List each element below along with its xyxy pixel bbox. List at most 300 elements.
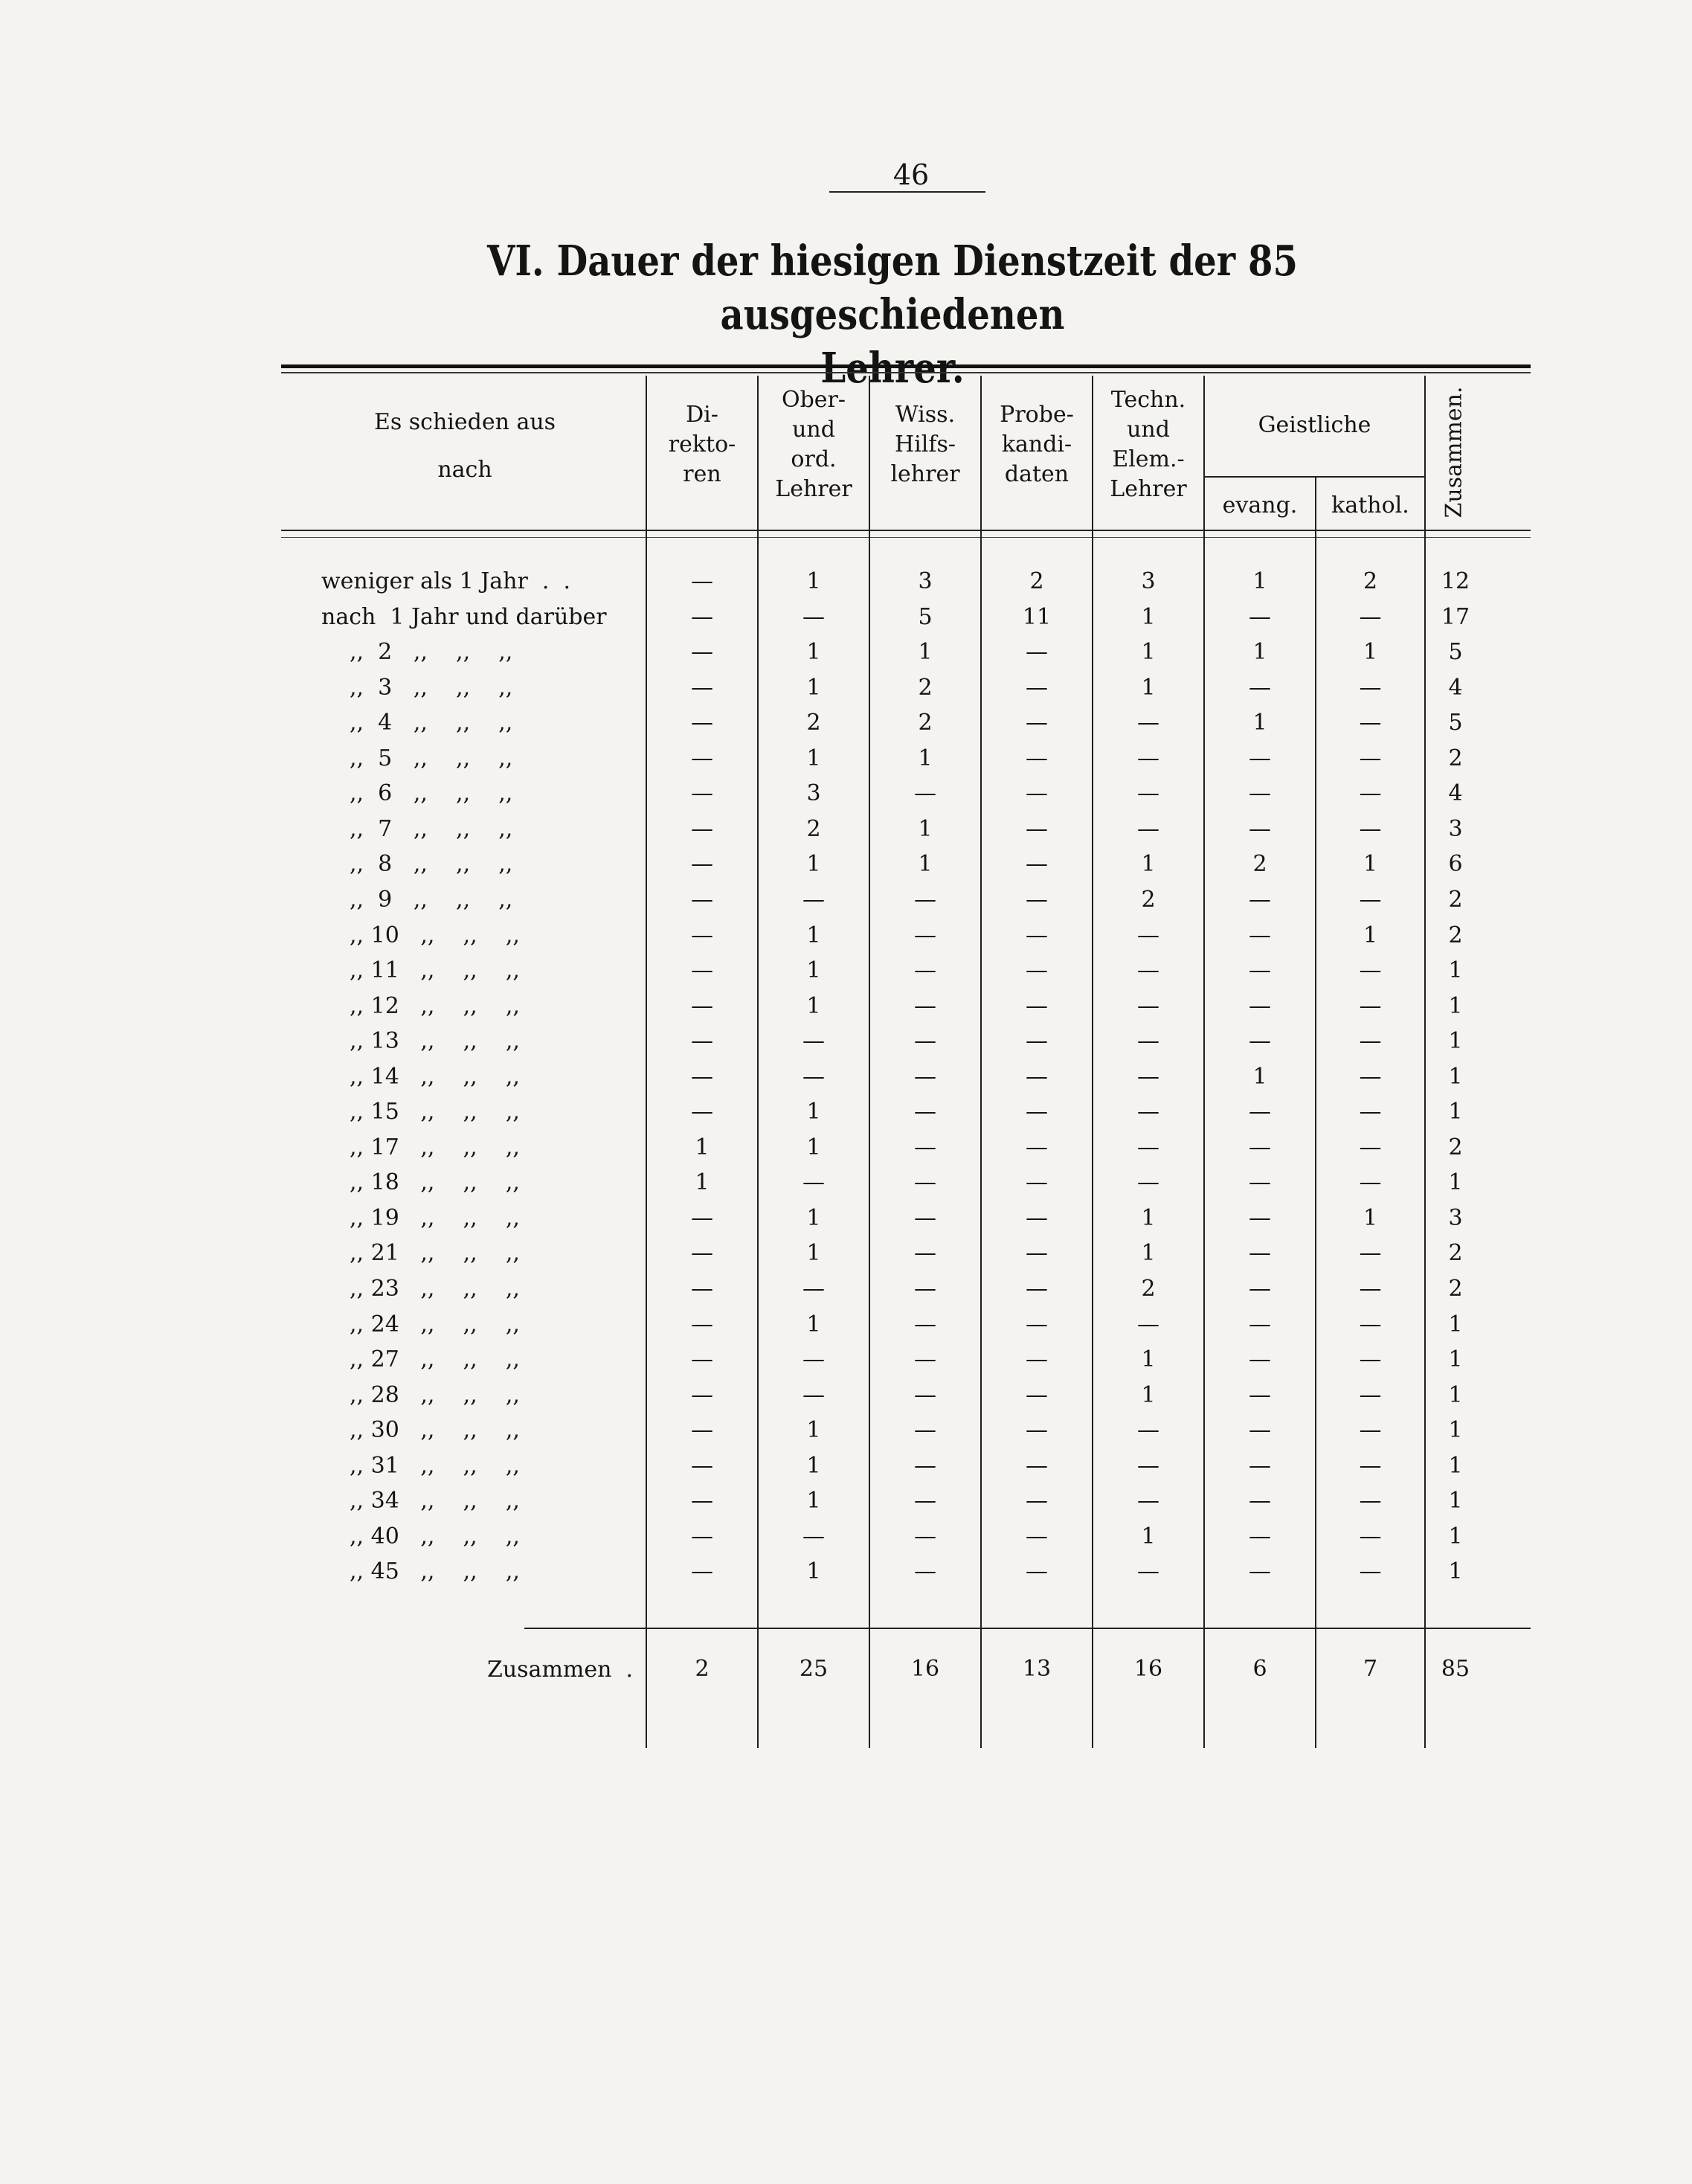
table-cell: 2 bbox=[1448, 1134, 1463, 1160]
header-row-label-line-2: nach bbox=[437, 457, 492, 483]
table-cell: — bbox=[914, 992, 936, 1019]
table-cell: 1 bbox=[1252, 1063, 1267, 1090]
table-cell: 5 bbox=[1448, 639, 1463, 666]
table-cell: — bbox=[1026, 1134, 1048, 1160]
table-cell: 1 bbox=[1448, 1099, 1463, 1125]
table-cell: — bbox=[1026, 851, 1048, 878]
table-cell: 1 bbox=[1448, 1488, 1463, 1515]
table-cell: — bbox=[1359, 1240, 1382, 1267]
row-label: ,, 5 ,, ,, ,, bbox=[350, 745, 513, 771]
header-hilfslehrer bbox=[870, 400, 980, 489]
table-cell: 1 bbox=[1448, 1169, 1463, 1196]
table-cell: — bbox=[802, 1381, 825, 1408]
table-row bbox=[0, 1413, 1692, 1448]
table-cell: — bbox=[914, 1134, 936, 1160]
table-cell: — bbox=[1026, 1169, 1048, 1196]
header-oberlehrer bbox=[759, 385, 869, 504]
total-cell: 6 bbox=[1252, 1656, 1267, 1682]
table-cell: — bbox=[802, 1346, 825, 1373]
table-row bbox=[0, 1165, 1692, 1201]
table-cell: — bbox=[1026, 1558, 1048, 1585]
table-cell: — bbox=[691, 1523, 713, 1549]
table-cell: 5 bbox=[1448, 710, 1463, 736]
table-cell: 1 bbox=[1448, 957, 1463, 984]
row-label: ,, 40 ,, ,, ,, bbox=[350, 1523, 520, 1549]
table-cell: 1 bbox=[695, 1169, 710, 1196]
table-cell: — bbox=[1026, 1204, 1048, 1231]
table-cell: 2 bbox=[1448, 1240, 1463, 1267]
table-cell: — bbox=[1026, 1311, 1048, 1337]
table-cell: — bbox=[1137, 710, 1159, 736]
table-cell: — bbox=[1359, 1063, 1382, 1090]
table-row bbox=[0, 882, 1692, 918]
table-cell: — bbox=[1137, 1028, 1159, 1055]
table-row bbox=[0, 1059, 1692, 1095]
table-row bbox=[0, 1130, 1692, 1166]
table-cell: — bbox=[1026, 1346, 1048, 1373]
page-number-rule bbox=[829, 191, 985, 193]
table-cell: 3 bbox=[1141, 568, 1156, 594]
table-cell: — bbox=[1137, 957, 1159, 984]
table-cell: 3 bbox=[806, 780, 821, 807]
table-cell: — bbox=[802, 1063, 825, 1090]
table-cell: — bbox=[1137, 1311, 1159, 1337]
header-techn-line: Lehrer bbox=[1110, 476, 1187, 502]
table-cell: — bbox=[1026, 922, 1048, 948]
table-cell: 12 bbox=[1441, 568, 1470, 594]
header-row-label-line-1: Es schieden aus bbox=[373, 409, 556, 435]
table-row bbox=[0, 1236, 1692, 1271]
table-cell: 1 bbox=[1448, 1523, 1463, 1549]
table-cell: — bbox=[691, 1028, 713, 1055]
table-cell: — bbox=[1359, 957, 1382, 984]
table-cell: — bbox=[1359, 886, 1382, 913]
table-cell: — bbox=[1026, 1523, 1048, 1549]
table-cell: — bbox=[802, 1169, 825, 1196]
table-row bbox=[0, 1483, 1692, 1519]
table-cell: 2 bbox=[918, 710, 933, 736]
table-cell: — bbox=[1137, 1169, 1159, 1196]
table-cell: — bbox=[1359, 815, 1382, 842]
total-cell: 2 bbox=[695, 1656, 710, 1682]
header-probekandidaten-line: daten bbox=[1004, 461, 1069, 487]
row-label: ,, 15 ,, ,, ,, bbox=[350, 1099, 520, 1125]
table-row bbox=[0, 600, 1692, 635]
table-cell: 1 bbox=[1141, 1204, 1156, 1231]
table-cell: 1 bbox=[1448, 1381, 1463, 1408]
header-hilfslehrer-line: Wiss. bbox=[895, 402, 956, 428]
table-row bbox=[0, 776, 1692, 812]
header-direktoren-line: ren bbox=[683, 461, 721, 487]
header-direktoren-line: rekto- bbox=[668, 431, 736, 457]
table-cell: — bbox=[1137, 1558, 1159, 1585]
table-cell: — bbox=[1359, 710, 1382, 736]
table-cell: 17 bbox=[1441, 603, 1470, 630]
table-cell: 1 bbox=[918, 639, 933, 666]
table-cell: 1 bbox=[806, 1099, 821, 1125]
table-cell: — bbox=[914, 957, 936, 984]
table-cell: — bbox=[802, 1523, 825, 1549]
top-rule-thin bbox=[281, 372, 1531, 373]
table-row bbox=[0, 953, 1692, 989]
table-cell: — bbox=[1249, 1417, 1271, 1444]
table-cell: — bbox=[691, 780, 713, 807]
table-cell: — bbox=[1249, 1204, 1271, 1231]
row-label: ,, 7 ,, ,, ,, bbox=[350, 815, 513, 842]
table-row bbox=[0, 1342, 1692, 1378]
header-rule bbox=[281, 530, 1531, 531]
table-cell: — bbox=[1249, 780, 1271, 807]
table-row bbox=[0, 635, 1692, 670]
table-row bbox=[0, 670, 1692, 706]
table-cell: 1 bbox=[1252, 639, 1267, 666]
table-cell: — bbox=[1359, 603, 1382, 630]
row-label: ,, 13 ,, ,, ,, bbox=[350, 1028, 520, 1055]
row-label: ,, 19 ,, ,, ,, bbox=[350, 1204, 520, 1231]
table-cell: — bbox=[1249, 1240, 1271, 1267]
table-cell: — bbox=[1137, 1452, 1159, 1479]
row-label: ,, 3 ,, ,, ,, bbox=[350, 674, 513, 701]
table-cell: 1 bbox=[1363, 639, 1378, 666]
table-cell: 1 bbox=[918, 815, 933, 842]
table-cell: 2 bbox=[1363, 568, 1378, 594]
table-cell: — bbox=[691, 1452, 713, 1479]
row-label: ,, 23 ,, ,, ,, bbox=[350, 1276, 520, 1302]
table-cell: — bbox=[914, 1276, 936, 1302]
table-cell: 1 bbox=[806, 1558, 821, 1585]
header-evang: evang. bbox=[1222, 492, 1298, 518]
table-cell: — bbox=[1026, 1417, 1048, 1444]
table-cell: 2 bbox=[1029, 568, 1044, 594]
table-row bbox=[0, 847, 1692, 882]
header-techn-line: Techn. bbox=[1110, 387, 1186, 413]
table-cell: 1 bbox=[1448, 1346, 1463, 1373]
table-cell: 1 bbox=[1448, 1452, 1463, 1479]
total-cell: 16 bbox=[1133, 1656, 1163, 1682]
table-cell: 1 bbox=[806, 1488, 821, 1515]
table-cell: — bbox=[914, 1452, 936, 1479]
table-cell: 2 bbox=[1448, 886, 1463, 913]
table-row bbox=[0, 741, 1692, 777]
row-label: ,, 30 ,, ,, ,, bbox=[350, 1417, 520, 1444]
table-cell: — bbox=[1137, 1099, 1159, 1125]
table-cell: — bbox=[914, 1417, 936, 1444]
table-cell: — bbox=[914, 1311, 936, 1337]
table-cell: — bbox=[1359, 992, 1382, 1019]
table-cell: 1 bbox=[1141, 1523, 1156, 1549]
table-row bbox=[0, 1094, 1692, 1130]
header-oberlehrer-line: ord. bbox=[791, 446, 837, 472]
table-cell: — bbox=[914, 1028, 936, 1055]
table-cell: — bbox=[1249, 1346, 1271, 1373]
table-row bbox=[0, 1024, 1692, 1059]
table-cell: — bbox=[1249, 1523, 1271, 1549]
table-title bbox=[368, 234, 1417, 395]
table-cell: — bbox=[802, 1028, 825, 1055]
table-row bbox=[0, 1519, 1692, 1555]
total-cell: 25 bbox=[799, 1656, 829, 1682]
table-cell: — bbox=[1137, 815, 1159, 842]
row-label: ,, 28 ,, ,, ,, bbox=[350, 1381, 520, 1408]
table-cell: 4 bbox=[1448, 780, 1463, 807]
table-cell: — bbox=[1026, 745, 1048, 771]
table-cell: — bbox=[1359, 1558, 1382, 1585]
table-cell: — bbox=[1249, 992, 1271, 1019]
row-label: ,, 24 ,, ,, ,, bbox=[350, 1311, 520, 1337]
table-cell: — bbox=[1249, 674, 1271, 701]
table-cell: 1 bbox=[1141, 639, 1156, 666]
table-cell: — bbox=[691, 1204, 713, 1231]
table-row bbox=[0, 1271, 1692, 1307]
table-cell: 1 bbox=[1141, 1346, 1156, 1373]
table-cell: 2 bbox=[1448, 745, 1463, 771]
table-cell: 1 bbox=[1141, 603, 1156, 630]
row-label: ,, 4 ,, ,, ,, bbox=[350, 710, 513, 736]
table-cell: — bbox=[1249, 1311, 1271, 1337]
table-row bbox=[0, 564, 1692, 600]
table-cell: — bbox=[1026, 815, 1048, 842]
table-cell: — bbox=[691, 851, 713, 878]
header-techn-line: Elem.- bbox=[1112, 446, 1185, 472]
table-cell: — bbox=[1359, 674, 1382, 701]
table-cell: — bbox=[1137, 780, 1159, 807]
table-cell: — bbox=[1359, 1346, 1382, 1373]
table-cell: 1 bbox=[1448, 1028, 1463, 1055]
table-cell: 1 bbox=[1448, 1417, 1463, 1444]
table-cell: 1 bbox=[806, 745, 821, 771]
table-cell: 1 bbox=[806, 639, 821, 666]
table-cell: — bbox=[1026, 1381, 1048, 1408]
total-row bbox=[0, 1651, 1692, 1689]
header-probekandidaten-line: Probe- bbox=[1000, 402, 1074, 428]
table-cell: — bbox=[914, 1523, 936, 1549]
table-cell: 1 bbox=[1252, 710, 1267, 736]
table-cell: 4 bbox=[1448, 674, 1463, 701]
row-label: weniger als 1 Jahr . . bbox=[321, 568, 571, 594]
table-cell: — bbox=[691, 568, 713, 594]
table-cell: — bbox=[1249, 1558, 1271, 1585]
table-cell: 1 bbox=[695, 1134, 710, 1160]
table-cell: — bbox=[1026, 674, 1048, 701]
table-cell: — bbox=[1026, 639, 1048, 666]
table-cell: 2 bbox=[1141, 1276, 1156, 1302]
table-cell: — bbox=[1249, 603, 1271, 630]
table-cell: — bbox=[691, 674, 713, 701]
header-direktoren bbox=[647, 400, 757, 489]
header-techn-lehrer bbox=[1093, 385, 1203, 504]
table-cell: — bbox=[1359, 1311, 1382, 1337]
total-rule bbox=[524, 1628, 1531, 1629]
table-cell: 2 bbox=[1141, 886, 1156, 913]
table-cell: 1 bbox=[1363, 1204, 1378, 1231]
header-oberlehrer-line: Lehrer bbox=[775, 476, 852, 502]
page-number: 46 bbox=[892, 158, 930, 191]
table-cell: — bbox=[691, 710, 713, 736]
table-cell: — bbox=[691, 922, 713, 948]
table-cell: 2 bbox=[1448, 1276, 1463, 1302]
table-cell: — bbox=[1249, 1134, 1271, 1160]
table-cell: 1 bbox=[806, 922, 821, 948]
table-row bbox=[0, 1307, 1692, 1343]
table-cell: — bbox=[1026, 780, 1048, 807]
row-label: ,, 18 ,, ,, ,, bbox=[350, 1169, 520, 1196]
table-cell: — bbox=[1026, 710, 1048, 736]
total-cell: 16 bbox=[910, 1656, 940, 1682]
row-label: ,, 8 ,, ,, ,, bbox=[350, 851, 513, 878]
table-cell: — bbox=[1359, 745, 1382, 771]
table-row bbox=[0, 812, 1692, 847]
header-hilfslehrer-line: Hilfs- bbox=[895, 431, 956, 457]
table-cell: 1 bbox=[1141, 1381, 1156, 1408]
table-cell: — bbox=[1026, 957, 1048, 984]
table-row bbox=[0, 918, 1692, 954]
table-cell: 2 bbox=[1448, 922, 1463, 948]
table-cell: — bbox=[1026, 1063, 1048, 1090]
geistliche-rule bbox=[1203, 476, 1425, 478]
row-label: nach 1 Jahr und darüber bbox=[321, 603, 607, 630]
table-cell: 1 bbox=[1363, 922, 1378, 948]
table-cell: 2 bbox=[918, 674, 933, 701]
table-cell: — bbox=[1137, 1063, 1159, 1090]
table-row bbox=[0, 1554, 1692, 1590]
table-cell: — bbox=[1359, 780, 1382, 807]
table-cell: 1 bbox=[806, 1311, 821, 1337]
table-cell: — bbox=[1026, 1488, 1048, 1515]
header-geistliche: Geistliche bbox=[1258, 412, 1371, 438]
table-cell: — bbox=[691, 1276, 713, 1302]
table-cell: — bbox=[1249, 1276, 1271, 1302]
table-title-line-1: VI. Dauer der hiesigen Dienstzeit der 85 ausgeschiedenen bbox=[487, 237, 1298, 339]
row-label: ,, 6 ,, ,, ,, bbox=[350, 780, 513, 807]
header-techn-line: und bbox=[1127, 417, 1170, 443]
header-probekandidaten bbox=[982, 400, 1092, 489]
table-row bbox=[0, 705, 1692, 741]
header-kathol: kathol. bbox=[1331, 492, 1409, 518]
table-cell: — bbox=[1359, 1276, 1382, 1302]
header-row-label bbox=[327, 408, 602, 485]
table-cell: 1 bbox=[1448, 992, 1463, 1019]
table-cell: — bbox=[914, 1240, 936, 1267]
table-cell: — bbox=[1359, 1523, 1382, 1549]
row-label: ,, 9 ,, ,, ,, bbox=[350, 886, 513, 913]
header-hilfslehrer-line: lehrer bbox=[890, 461, 960, 487]
table-cell: — bbox=[914, 1169, 936, 1196]
table-cell: — bbox=[691, 886, 713, 913]
table-cell: 3 bbox=[1448, 815, 1463, 842]
row-label: ,, 2 ,, ,, ,, bbox=[350, 639, 513, 666]
table-cell: — bbox=[691, 1381, 713, 1408]
table-cell: 1 bbox=[1141, 1240, 1156, 1267]
table-cell: — bbox=[691, 1558, 713, 1585]
total-cell: 85 bbox=[1441, 1656, 1470, 1682]
table-cell: 1 bbox=[806, 1204, 821, 1231]
table-cell: 1 bbox=[806, 674, 821, 701]
table-cell: — bbox=[914, 1099, 936, 1125]
table-cell: — bbox=[802, 1276, 825, 1302]
table-cell: — bbox=[1249, 922, 1271, 948]
table-cell: — bbox=[1026, 886, 1048, 913]
table-cell: 3 bbox=[1448, 1204, 1463, 1231]
header-zusammen bbox=[1424, 378, 1484, 527]
header-oberlehrer-line: Ober- bbox=[781, 387, 846, 413]
table-cell: — bbox=[1359, 1381, 1382, 1408]
total-label: Zusammen . bbox=[487, 1657, 634, 1683]
table-cell: — bbox=[1249, 1099, 1271, 1125]
table-cell: — bbox=[914, 886, 936, 913]
table-row bbox=[0, 1448, 1692, 1484]
table-cell: 1 bbox=[918, 745, 933, 771]
table-cell: 11 bbox=[1022, 603, 1052, 630]
table-cell: — bbox=[691, 1099, 713, 1125]
table-cell: 1 bbox=[1141, 851, 1156, 878]
table-cell: — bbox=[1137, 1134, 1159, 1160]
table-cell: 1 bbox=[1448, 1063, 1463, 1090]
table-cell: — bbox=[691, 1240, 713, 1267]
header-zusammen-text: Zusammen. bbox=[1441, 386, 1467, 518]
table-cell: — bbox=[1249, 815, 1271, 842]
table-cell: — bbox=[691, 1346, 713, 1373]
table-cell: — bbox=[1249, 745, 1271, 771]
table-cell: — bbox=[691, 815, 713, 842]
table-row bbox=[0, 1201, 1692, 1236]
row-label: ,, 45 ,, ,, ,, bbox=[350, 1558, 520, 1585]
table-cell: — bbox=[1249, 886, 1271, 913]
table-cell: 1 bbox=[1448, 1558, 1463, 1585]
table-cell: 3 bbox=[918, 568, 933, 594]
table-cell: 5 bbox=[918, 603, 933, 630]
row-label: ,, 11 ,, ,, ,, bbox=[350, 957, 520, 984]
table-cell: 6 bbox=[1448, 851, 1463, 878]
top-rule bbox=[281, 364, 1531, 368]
table-cell: — bbox=[1137, 745, 1159, 771]
table-cell: — bbox=[1137, 992, 1159, 1019]
row-label: ,, 14 ,, ,, ,, bbox=[350, 1063, 520, 1090]
table-cell: — bbox=[1249, 1381, 1271, 1408]
table-title-line-2: Lehrer. bbox=[820, 344, 965, 393]
table-cell: 1 bbox=[806, 957, 821, 984]
table-cell: — bbox=[1359, 1452, 1382, 1479]
table-cell: 1 bbox=[1252, 568, 1267, 594]
table-cell: 1 bbox=[806, 1240, 821, 1267]
header-rule-thin bbox=[281, 537, 1531, 538]
table-cell: — bbox=[1359, 1169, 1382, 1196]
table-cell: — bbox=[1359, 1028, 1382, 1055]
row-label: ,, 31 ,, ,, ,, bbox=[350, 1452, 520, 1479]
row-label: ,, 34 ,, ,, ,, bbox=[350, 1488, 520, 1515]
table-cell: — bbox=[802, 886, 825, 913]
table-cell: — bbox=[1026, 1452, 1048, 1479]
table-cell: — bbox=[802, 603, 825, 630]
table-cell: 1 bbox=[806, 992, 821, 1019]
table-cell: — bbox=[914, 1488, 936, 1515]
table-cell: — bbox=[691, 1311, 713, 1337]
table-cell: — bbox=[1249, 1028, 1271, 1055]
table-cell: — bbox=[914, 1063, 936, 1090]
table-cell: — bbox=[1026, 1276, 1048, 1302]
table-cell: — bbox=[1249, 1169, 1271, 1196]
table-cell: 1 bbox=[1448, 1311, 1463, 1337]
table-row bbox=[0, 989, 1692, 1024]
table-cell: — bbox=[1359, 1099, 1382, 1125]
row-label: ,, 17 ,, ,, ,, bbox=[350, 1134, 520, 1160]
table-cell: — bbox=[914, 1346, 936, 1373]
row-label: ,, 12 ,, ,, ,, bbox=[350, 992, 520, 1019]
header-oberlehrer-line: und bbox=[792, 417, 835, 443]
table-cell: — bbox=[1359, 1417, 1382, 1444]
table-cell: 1 bbox=[1363, 851, 1378, 878]
table-cell: 2 bbox=[806, 815, 821, 842]
table-cell: 2 bbox=[1252, 851, 1267, 878]
